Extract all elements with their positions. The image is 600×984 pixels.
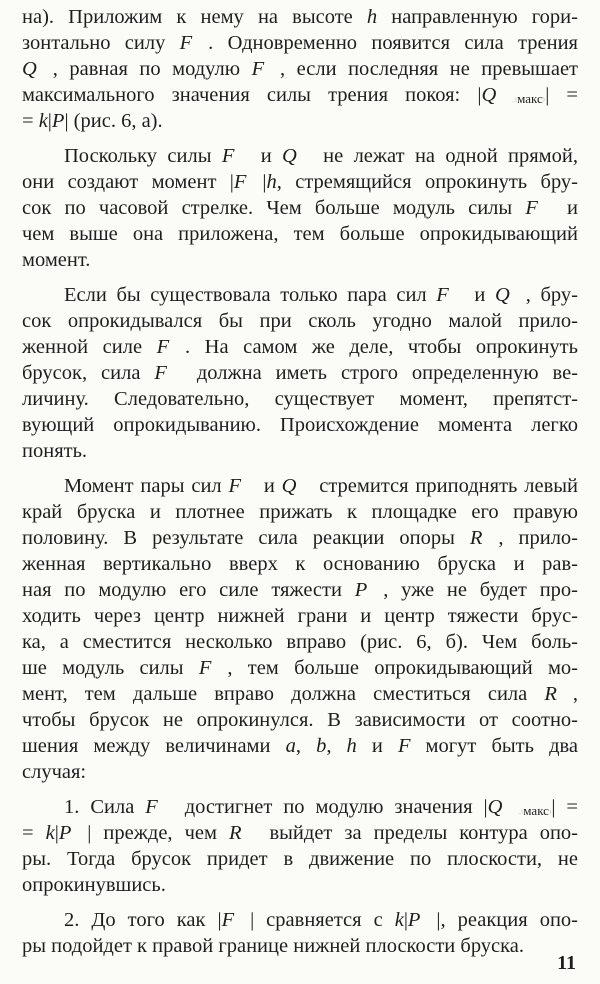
vector-symbol: R⃗ (544, 683, 573, 705)
text-line: на). Приложим к нему на высоте h направленную гори- (22, 6, 578, 28)
paragraph (22, 907, 578, 959)
text-line: вующий опрокидыванию. Происхождение момента легко (22, 414, 578, 436)
vector-symbol: F⃗ (156, 336, 186, 358)
text-line: половину. В результате сила реакции опоры R⃗, прило- (22, 527, 579, 549)
vector-symbol: P⃗ (354, 579, 384, 601)
vector-symbol: P⃗ (407, 909, 437, 931)
text-line: = k|P⃗| прежде, чем R⃗ выйдет за пределы контура опо- (22, 822, 578, 844)
text-line: Поскольку силы F⃗ и Q⃗ не лежат на одной прямой, (64, 145, 578, 167)
text-line: сок по часовой стрелке. Чем больше модуль силы F⃗ и (22, 197, 578, 219)
text-line: опрокинувшись. (22, 874, 166, 896)
text-line: чтобы брусок не опрокинулся. В зависимости от соотно- (22, 709, 578, 731)
paragraph (22, 4, 578, 134)
page-body (22, 4, 578, 968)
text-line: 2. До того как |F⃗| сравняется с k|P⃗|, реакция опо- (64, 909, 578, 931)
vector-symbol: F⃗ (251, 58, 281, 80)
page-number: 11 (557, 952, 576, 974)
text-line: сок опрокидывался бы при сколь угодно малой прило- (22, 310, 578, 332)
vector-symbol: F⃗ (233, 171, 263, 193)
text-line: Если бы существовала только пара сил F⃗ и Q⃗, бру- (64, 284, 578, 306)
text-line: они создают момент |F⃗|h, стремящийся опрокинуть бру- (22, 171, 578, 193)
text-line: чем выше она приложена, тем больше опрокидывающий (22, 223, 578, 245)
vector-symbol: Q⃗ (487, 796, 519, 818)
text-line: Q⃗, равная по модулю F⃗, если последняя не превышает (22, 58, 578, 80)
text-line: Момент пары сил F⃗ и Q⃗ стремится приподнять левый (64, 475, 578, 497)
vector-symbol: R⃗ (469, 527, 499, 549)
vector-symbol: Q⃗ (282, 145, 313, 167)
vector-symbol: Q⃗ (281, 475, 313, 497)
paragraph (22, 282, 578, 464)
text-line: личину. Следовательно, существует момент, препятст- (22, 388, 578, 410)
vector-symbol: Q⃗ (481, 84, 513, 106)
vector-symbol: F⃗ (145, 796, 174, 818)
vector-symbol: Q⃗ (494, 284, 526, 306)
text-line: женная вертикально вверх к основанию бруска и рав- (22, 553, 578, 575)
vector-symbol: F⃗ (525, 197, 554, 219)
text-line: ка, а сместится несколько вправо (рис. 6, б). Чем боль- (22, 631, 578, 653)
vector-symbol: F⃗ (436, 284, 465, 306)
text-line: 1. Сила F⃗ достигнет по модулю значения $|Q⃗\_\{_{макс}\}|$ = (64, 796, 578, 818)
paragraph (22, 143, 578, 273)
text-line: ная по модулю его силе тяжести P⃗, уже не будет про- (22, 579, 578, 601)
text-line: = k|P| (рис. 6, а). (22, 110, 163, 132)
text-line: максимального значения силы трения покоя: $|Q⃗\_\{_{макс}\}|$ = (22, 84, 578, 106)
vector-symbol: P⃗ (58, 822, 88, 844)
text-line: женной силе F⃗. На самом же деле, чтобы опрокинуть (22, 336, 578, 358)
vector-symbol: F⃗ (221, 909, 251, 931)
vector-symbol: Q⃗ (22, 58, 53, 80)
paragraph (22, 794, 578, 898)
text-line: ходить через центр нижней грани и центр тяжести брус- (22, 605, 578, 627)
vector-symbol: F⃗ (154, 362, 183, 384)
vector-symbol: F⃗ (221, 145, 251, 167)
paragraph (22, 473, 578, 785)
vector-symbol: F⃗ (228, 475, 257, 497)
text-line: ше модуль силы F⃗, тем больше опрокидывающий мо- (22, 657, 579, 679)
text-line: край бруска и плотнее прижать к площадке его правую (22, 501, 578, 523)
text-line: брусок, сила F⃗ должна иметь строго определенную ве- (22, 362, 579, 384)
vector-symbol: F⃗ (179, 32, 209, 54)
vector-symbol: F⃗ (198, 657, 228, 679)
vector-symbol: R⃗ (228, 822, 258, 844)
text-line: мент, тем дальше вправо должна сместиться сила R⃗, (22, 683, 578, 705)
text-line: случая: (22, 761, 87, 783)
text-line: момент. (22, 249, 91, 271)
text-line: шения между величинами a, b, h и F могут быть два (22, 735, 579, 757)
text-line: ры подойдет к правой границе нижней плоскости бруска. (22, 935, 525, 957)
text-line: понять. (22, 440, 88, 462)
text-line: зонтально силу F⃗. Одновременно появится сила трения (22, 32, 578, 54)
text-line: ры. Тогда брусок придет в движение по плоскости, не (22, 848, 578, 870)
